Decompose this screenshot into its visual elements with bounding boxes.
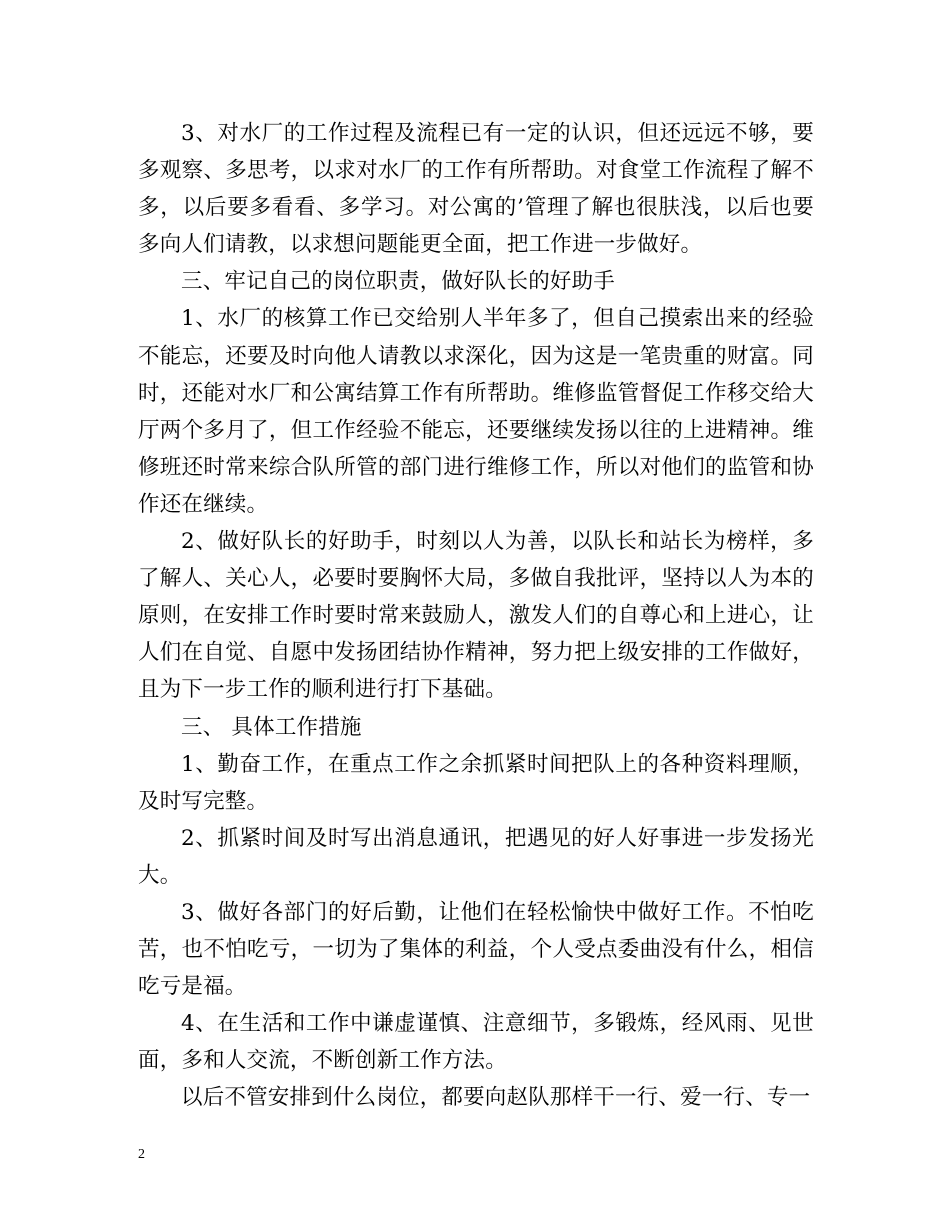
- paragraph-accounting-work: 1、水厂的核算工作已交给别人半年多了，但自己摸索出来的经验不能忘，还要及时向他人请教以求深化，因为这是一笔贵重的财富。同时，还能对水厂和公寓结算工作有所帮助。维修监管督促工作移交给大厅两个多月了，但工作经验不能忘，还要继续发扬以往的上进精神。维修班还时常来综合队所管的部门进行维修工作，所以对他们的监管和协作还在继续。: [138, 306, 814, 517]
- paragraph-closing: 以后不管安排到什么岗位，都要向赵队那样干一行、爱一行、专一: [181, 1085, 811, 1111]
- section-heading-measures: 三、 具体工作措施: [181, 714, 362, 740]
- paragraph-measure-2: 2、抓紧时间及时写出消息通讯，把遇见的好人好事进一步发扬光大。: [138, 825, 814, 888]
- section-heading-duties: 三、牢记自己的岗位职责，做好队长的好助手: [181, 269, 616, 295]
- paragraph-measure-4: 4、在生活和工作中谦虚谨慎、注意细节，多锻炼，经风雨、见世面，多和人交流，不断创新工作方法。: [138, 1011, 814, 1074]
- paragraph-water-plant-understanding: 3、对水厂的工作过程及流程已有一定的认识，但还远远不够，要多观察、多思考，以求对水厂的工作有所帮助。对食堂工作流程了解不多，以后要多看看、多学习。对公寓的’管理了解也很肤浅，以后也要多向人们请教，以求想问题能更全面，把工作进一步做好。: [138, 121, 814, 258]
- paragraph-measure-1: 1、勤奋工作，在重点工作之余抓紧时间把队上的各种资料理顺，及时写完整。: [138, 751, 814, 814]
- paragraph-measure-3: 3、做好各部门的好后勤，让他们在轻松愉快中做好工作。不怕吃苦，也不怕吃亏，一切为了集体的利益，个人受点委曲没有什么，相信吃亏是福。: [138, 899, 814, 1000]
- document-body: [138, 115, 814, 1117]
- paragraph-assistant-role: 2、做好队长的好助手，时刻以人为善，以队长和站长为榜样，多了解人、关心人，必要时要胸怀大局，多做自我批评，坚持以人为本的原则，在安排工作时要时常来鼓励人，激发人们的自尊心和上进心，让人们在自觉、自愿中发扬团结协作精神，努力把上级安排的工作做好，且为下一步工作的顺利进行打下基础。: [138, 529, 814, 703]
- page-number: 2: [138, 1147, 145, 1162]
